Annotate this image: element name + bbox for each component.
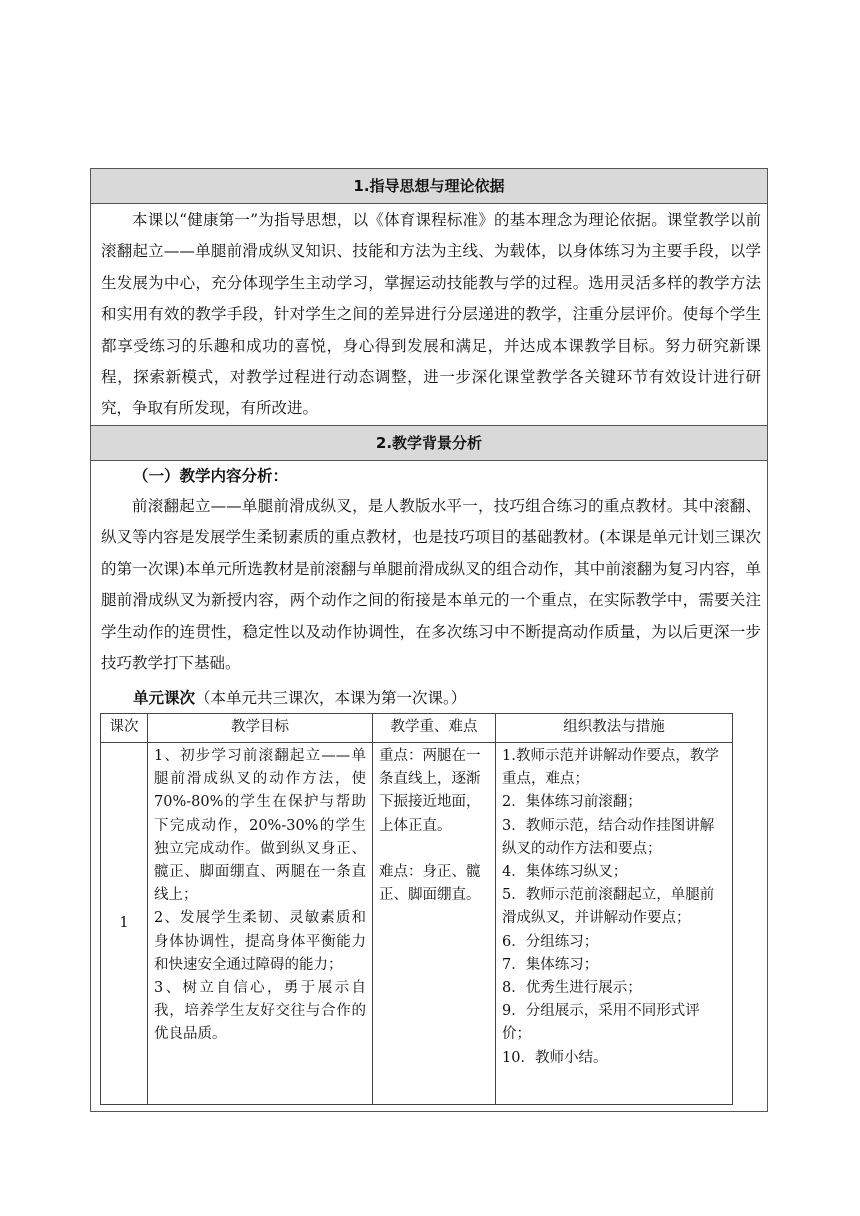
methods-cell — [496, 743, 733, 1105]
method-step: 10．教师小结。 — [502, 1049, 608, 1066]
col-header-key-points: 教学重、难点 — [373, 714, 496, 743]
difficulty-point: 难点：身正、髋正、脚面绷直。 — [379, 863, 481, 904]
table-row — [101, 743, 733, 1105]
table-header-row — [101, 714, 733, 743]
key-point: 重点：两腿在一条直线上，逐渐下振接近地面，上体正直。 — [379, 748, 481, 834]
method-step: 5．教师示范前滚翻起立，单腿前滑成纵叉，并讲解动作要点； — [502, 887, 715, 927]
method-step: 1.教师示范并讲解动作要点，教学重点，难点； — [502, 748, 719, 788]
col-header-methods: 组织教法与措施 — [496, 714, 733, 743]
goal-item: 3、树立自信心，勇于展示自我，培养学生友好交往与合作的优良品质。 — [154, 980, 366, 1043]
lesson-number: 1 — [101, 743, 148, 1105]
unit-lessons-line — [133, 684, 466, 712]
lesson-plan-frame — [90, 168, 768, 1112]
key-points-cell — [373, 743, 496, 1105]
unit-lesson-table — [100, 713, 733, 1105]
method-step: 3．教师示范，结合动作挂图讲解纵叉的动作方法和要点； — [502, 817, 715, 857]
spacer — [379, 838, 489, 861]
method-step: 7．集体练习； — [502, 956, 599, 973]
goal-item: 1、初步学习前滚翻起立——单腿前滑成纵叉的动作方法，使70%-80%的学生在保护与帮助下完成动作，20%-30%的学生独立完成动作。做到纵叉身正、髋正、脚面绷直、两腿在一条直线上； — [154, 748, 366, 904]
method-step: 4．集体练习纵叉； — [502, 864, 628, 881]
goal-item: 2、发展学生柔韧、灵敏素质和身体协调性，提高身体平衡能力和快速安全通过障碍的能力； — [154, 910, 366, 973]
section1-body: 本课以“健康第一”为指导思想，以《体育课程标准》的基本理念为理论依据。课堂教学以前滚翻起立——单腿前滑成纵叉知识、技能和方法为主线、为载体，以身体练习为主要手段，以学生发展为中心，充分体现学生主动学习，掌握运动技能教与学的过程。选用灵活多样的教学方法和实用有效的教学手段，针对学生之间的差异进行分层递进的教学，注重分层评价。使每个学生都享受练习的乐趣和成功的喜悦，身心得到发展和满足，并达成本课教学目标。努力研究新课程，探索新模式，对教学过程进行动态调整，进一步深化课堂教学各关键环节有效设计进行研究，争取有所发现，有所改进。 — [101, 211, 761, 418]
section2-header: 2.教学背景分析 — [91, 425, 767, 461]
method-step: 6．分组练习； — [502, 933, 599, 950]
col-header-lesson-no: 课次 — [101, 714, 148, 743]
unit-lessons-note: （本单元共三课次，本课为第一次课。） — [195, 689, 467, 707]
col-header-goals: 教学目标 — [148, 714, 373, 743]
section2-body: 前滚翻起立——单腿前滑成纵叉，是人教版水平一，技巧组合练习的重点教材。其中滚翻、纵叉等内容是发展学生柔韧素质的重点教材，也是技巧项目的基础教材。(本课是单元计划三课次的第一次课)本单元所选教材是前滚翻与单腿前滑成纵叉的组合动作，其中前滚翻为复习内容，单腿前滑成纵叉为新授内容，两个动作之间的衔接是本单元的一个重点，在实际教学中，需要关注学生动作的连贯性，稳定性以及动作协调性，在多次练习中不断提高动作质量，为以后更深一步技巧教学打下基础。 — [101, 497, 761, 673]
section1-header: 1.指导思想与理论依据 — [91, 169, 767, 204]
method-step: 9．分组展示，采用不同形式评价； — [502, 1003, 700, 1043]
method-step: 8．优秀生进行展示； — [502, 980, 642, 997]
goals-cell — [148, 743, 373, 1105]
unit-lessons-label: 单元课次 — [133, 689, 196, 707]
method-step: 2．集体练习前滚翻； — [502, 794, 642, 811]
content-analysis-heading: （一）教学内容分析： — [133, 467, 289, 485]
